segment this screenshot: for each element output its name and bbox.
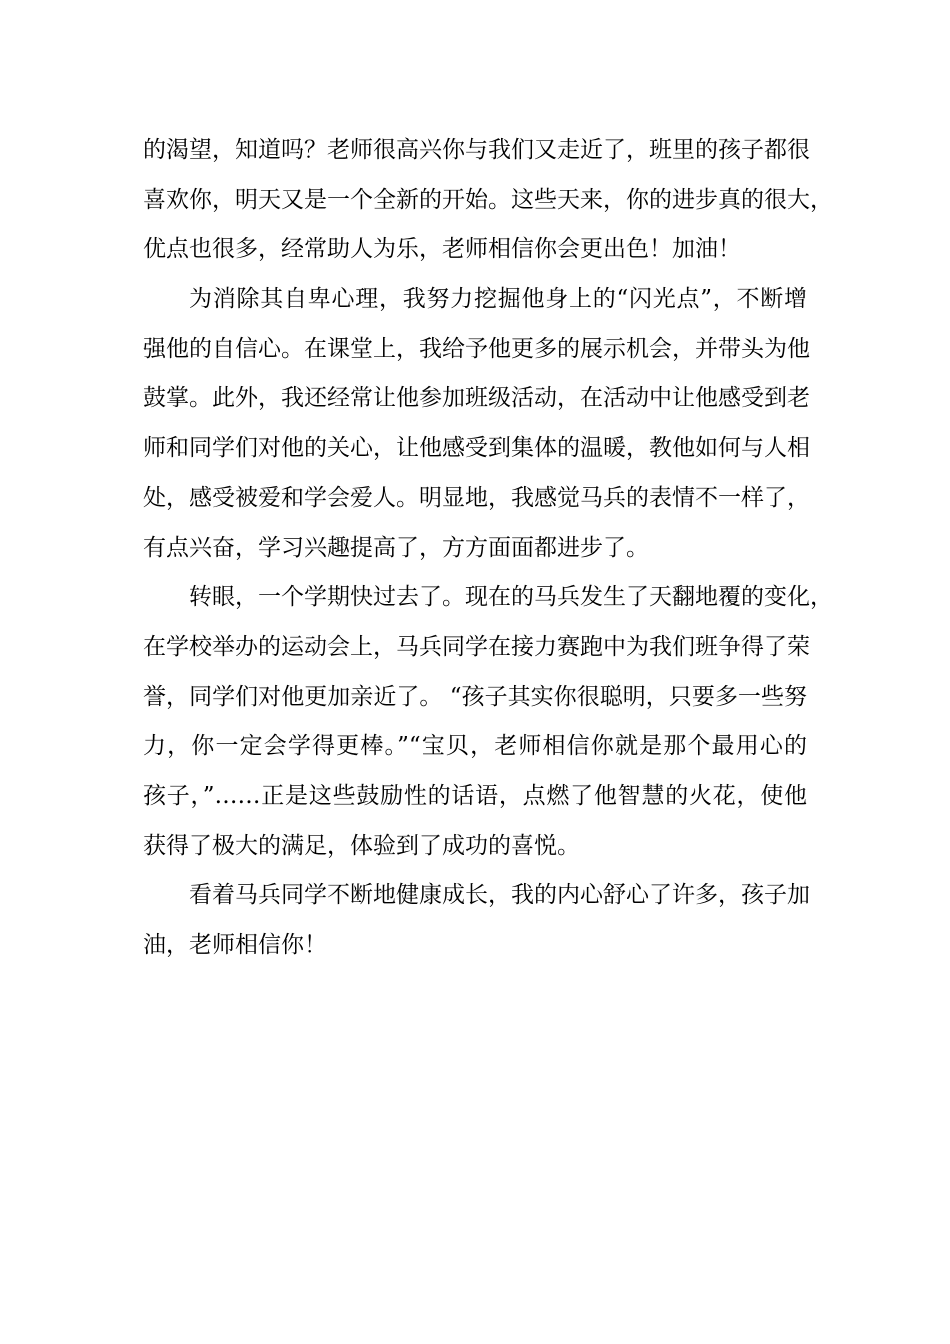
text-line: 获得了极大的满足，体验到了成功的喜悦。 [143,832,580,859]
text-line: 喜欢你，明天又是一个全新的开始。这些天来，你的进步真的很大， [143,186,833,213]
text-line: 师和同学们对他的关心，让他感受到集体的温暖，教他如何与人相 [143,435,810,462]
text-line: 力，你一定会学得更棒。”“宝贝，老师相信你就是那个最用心的 [143,733,807,760]
text-line: 油，老师相信你！ [143,932,327,958]
text-line: 誉，同学们对他更加亲近了。 “孩子其实你很聪明，只要多一些努 [143,683,807,710]
paragraph-first-line: 为消除其自卑心理，我努力挖掘他身上的“闪光点”，不断增 [189,286,807,313]
text-line: 优点也很多，经常助人为乐，老师相信你会更出色！加油！ [143,236,741,263]
paragraph-first-line: 看着马兵同学不断地健康成长，我的内心舒心了许多，孩子加 [189,882,810,909]
paragraph-first-line: 转眼，一个学期快过去了。现在的马兵发生了天翻地覆的变化， [189,584,833,611]
text-line: 有点兴奋，学习兴趣提高了，方方面面都进步了。 [143,534,649,561]
document-body [143,126,833,971]
text-line: 强他的自信心。在课堂上，我给予他更多的展示机会，并带头为他 [143,335,810,362]
text-line: 在学校举办的运动会上，马兵同学在接力赛跑中为我们班争得了荣 [143,633,810,660]
text-line: 处，感受被爱和学会爱人。明显地，我感觉马兵的表情不一样了， [143,484,810,511]
text-line: 孩子，”……正是这些鼓励性的话语，点燃了他智慧的火花，使他 [143,782,807,809]
text-line: 鼓掌。此外，我还经常让他参加班级活动，在活动中让他感受到老 [143,385,810,412]
text-line: 的渴望，知道吗？老师很高兴你与我们又走近了，班里的孩子都很 [143,137,810,163]
